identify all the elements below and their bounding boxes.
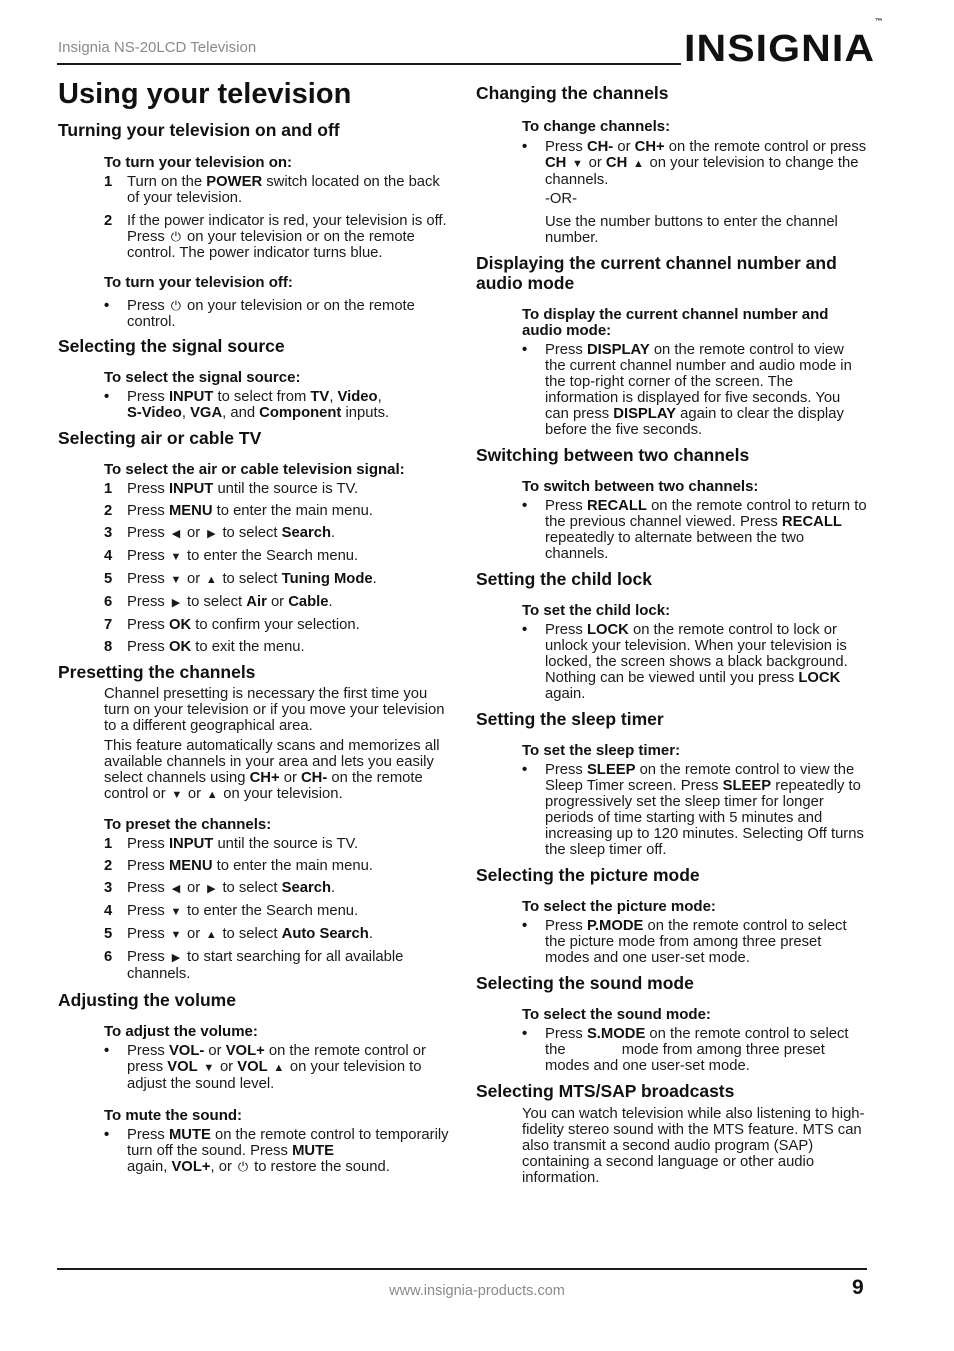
text-run: or [584,155,606,171]
text-run: on the remote control to view the Sleep Timer screen. Press [545,762,855,794]
down-arrow-icon: ▼ [170,929,182,941]
bullet-item [58,298,450,330]
key-label: VOL+ [225,1043,265,1059]
procedure-title: To select the air or cable television signal: [104,461,405,478]
text-run: to start searching for all available channels. [127,949,404,982]
text-run: , and [222,405,260,421]
text-run: 1 [104,836,113,852]
key-label: TV [310,389,330,405]
text-run: This feature automatically scans and memorizes all available channels in your area and lets you easily select channels using [104,738,440,786]
display-section [476,253,868,438]
key-label: VOL- [168,1043,205,1059]
key-label: Auto Search [281,926,369,942]
step-number: 1 [104,174,113,190]
text-run: 4 [104,903,113,919]
text-run: on the remote control or press [127,1043,426,1075]
text-run: on the remote control to lock or unlock your television. When your television is locked, the screen shows a black background. Nothing can be viewed until you press [545,622,848,686]
procedure-title: To preset the channels: [104,816,272,833]
text-run: or [182,926,205,942]
text-run: 4 [104,548,113,564]
header-rule [57,63,681,65]
text-run: or [215,1059,238,1075]
procedure-title: To turn your television off: [104,274,293,291]
key-label: CH [605,155,628,171]
procedure-title: To change channels: [522,118,671,135]
procedure-title: To set the sleep timer: [522,742,681,759]
step-item [58,525,450,542]
text-run: on the remote control to select the picture mode from among three preset modes and one user-set mode. [545,918,847,966]
text-run: mode from among three preset modes and one user-set mode. [545,1042,825,1074]
procedure-title: To select the sound mode: [522,1006,711,1023]
text-run: Press [127,836,169,852]
power-section [58,120,450,330]
text-run: on the remote control or press [664,139,867,155]
key-label: VOL+ [171,1159,211,1175]
left-column [58,120,450,1175]
text-run: Press [545,918,587,934]
text-run: • [104,1043,110,1059]
section-heading: Selecting the picture mode [476,865,700,885]
up-arrow-icon: ▲ [205,574,217,586]
down-arrow-icon: ▼ [170,574,182,586]
key-label: RECALL [781,514,842,530]
page-number: 9 [852,1276,864,1299]
bullet-item [58,1043,450,1092]
text-run: Press [127,525,169,541]
step-item [58,213,450,261]
text-run: Press [545,762,587,778]
text-run: or [204,1043,226,1059]
procedure-title: To display the current channel number and audio mode: [522,306,829,339]
key-label: RECALL [586,498,647,514]
procedure-title: To set the child lock: [522,602,671,619]
text-run: to select from [213,389,311,405]
power-icon: ⏻ [170,298,182,313]
section-heading: Turning your television on and off [58,120,340,140]
text-run: on the remote control to temporarily turn off the sound. Press [127,1127,449,1159]
text-run: • [522,498,528,514]
step-item [58,174,450,206]
text-run: , [377,389,382,405]
key-label: Cable [288,594,329,610]
step-item [58,571,450,588]
procedure-title: To select the picture mode: [522,898,716,915]
step-item [58,617,450,633]
step-item [58,503,450,519]
text-run: on your television or on the remote control. [127,298,415,330]
text-run: or [613,139,635,155]
text-run: Press [545,139,587,155]
key-label: DISPLAY [586,342,650,358]
sound-section [476,973,868,1074]
text-run: Press [127,594,169,610]
text-run: or [182,880,205,896]
section-heading: Presetting the channels [58,662,256,682]
key-label: S-Video [127,405,182,421]
key-label: DISPLAY [613,406,677,422]
left-arrow-icon: ◀ [171,883,181,895]
key-label: INPUT [168,836,214,852]
text-run: or [279,770,301,786]
text-run: 3 [104,525,113,541]
key-label: MENU [168,858,213,874]
section-heading: Selecting the sound mode [476,973,694,993]
bullet-item [476,1026,868,1074]
text-run: on your television to change the channels. [545,155,859,188]
body-paragraph [104,738,450,803]
aircable-section [58,428,450,655]
key-label: SLEEP [586,762,636,778]
switching-section [476,445,868,562]
text-run: to restore the sound. [250,1159,390,1175]
text-run: 5 [104,926,113,942]
up-arrow-icon: ▲ [205,929,217,941]
text-run: , [181,405,191,421]
key-label: Air [246,594,267,610]
text-run: or [182,525,205,541]
key-label: CH+ [249,770,280,786]
text-run: Press [545,622,587,638]
step-item [58,949,450,982]
text-run: • [104,1127,110,1143]
key-label: Search [281,525,332,541]
section-heading: Adjusting the volume [58,990,236,1010]
text-run: Press [545,1026,587,1042]
section-heading: Setting the child lock [476,569,652,589]
or-separator: -OR- [545,191,578,207]
text-run: If the power indicator is red, your television is off. Press [127,213,447,245]
key-label: CH [545,155,567,171]
key-label: MUTE [168,1127,211,1143]
footer-url: www.insignia-products.com [389,1283,565,1299]
key-label: CH- [301,770,328,786]
text-run: 2 [104,503,113,519]
right-column [476,83,868,1186]
text-run: . [331,880,336,896]
text-run: on the remote control or [104,770,423,802]
down-arrow-icon: ▼ [203,1062,215,1074]
text-run: Press [127,903,169,919]
text-run: Press [545,342,587,358]
text-run: 6 [104,949,113,965]
step-item [58,481,450,497]
text-run: 3 [104,880,113,896]
procedure-title: To adjust the volume: [104,1023,258,1040]
section-heading: Selecting air or cable TV [58,428,262,448]
text-run: • [522,762,528,778]
page-title: Using your television [58,78,352,110]
text-run: again, [127,1159,172,1175]
key-label: VGA [190,405,223,421]
text-run: to enter the Search menu. [182,548,359,564]
key-label: S.MODE [586,1026,646,1042]
section-heading: Changing the channels [476,83,669,103]
key-label: P.MODE [586,918,644,934]
key-label: VOL [237,1059,268,1075]
text-run: to select [218,571,282,587]
text-run: to enter the main menu. [212,503,373,519]
text-run: to confirm your selection. [191,617,360,633]
procedure-title: To switch between two channels: [522,478,759,495]
bullet-item [476,762,868,858]
section-heading: Displaying the current channel number and audio mode [476,253,837,293]
text-run: Press [127,1127,169,1143]
procedure-title: To mute the sound: [104,1107,243,1124]
text-run: Press [127,298,169,314]
text-run: to select [182,594,247,610]
procedure-title: To select the signal source: [104,369,301,386]
text-run: Press [127,639,169,655]
text-run: 1 [104,481,113,497]
text-run: 5 [104,571,113,587]
bullet-item [58,1127,450,1175]
bullet-item [476,622,868,702]
down-arrow-icon: ▼ [572,158,583,170]
text-run: until the source is TV. [213,836,359,852]
text-run: on the remote control to select the [545,1026,849,1058]
text-run: , or [210,1159,236,1175]
step-item [58,594,450,611]
text-run: 8 [104,639,113,655]
text-run: to select [218,880,282,896]
bullet: • [104,389,110,405]
text-run: 7 [104,617,113,633]
key-label: CH- [586,139,614,155]
power-icon: ⏻ [237,1159,249,1174]
text-run: . [331,525,336,541]
text-run: on the remote control to return to the previous channel viewed. Press [545,498,867,530]
text-run: • [522,139,528,155]
text-run: on the remote control to view the current channel number and audio mode in the top-right corner of the screen. The information is displayed for five seconds. You can press [545,342,852,422]
text-run: • [522,1026,528,1042]
step-item [58,836,450,852]
text-run: on your television to adjust the sound level. [127,1059,422,1092]
text-run: to enter the Search menu. [182,903,359,919]
key-label: MUTE [292,1143,334,1159]
text-run: Press [127,548,169,564]
down-arrow-icon: ▼ [171,789,183,801]
section-heading: Selecting MTS/SAP broadcasts [476,1081,735,1101]
key-label: Search [281,880,332,896]
text-run: or [182,571,205,587]
preset-section [58,662,450,982]
text-run: • [522,622,528,638]
procedure-title: To turn your television on: [104,154,293,171]
text-run: switch located on the back of your television. [127,174,440,206]
right-arrow-icon: ▶ [207,883,216,895]
text-run: . [328,594,333,610]
down-arrow-icon: ▼ [170,906,182,918]
text-run: repeatedly to progressively set the sleep timer for longer periods of time starting with 5 minutes and increasing up to 120 minutes. Selecting Off turns the sleep timer off. [545,778,864,858]
key-label: POWER [206,174,263,190]
text-run: . [372,571,377,587]
left-arrow-icon: ◀ [171,528,181,540]
logo-trademark: ™ [875,18,884,26]
footer-rule [57,1268,867,1270]
key-label: INPUT [168,481,214,497]
right-arrow-icon: ▶ [207,528,216,540]
text-run: again to clear the display before the five seconds. [545,406,844,438]
right-arrow-icon: ▶ [171,952,181,964]
bullet-item [476,918,868,966]
text-run: • [522,342,528,358]
text-run: Press [127,481,169,497]
text-run: to exit the menu. [191,639,305,655]
text-run: 6 [104,594,113,610]
key-label: SLEEP [722,778,772,794]
bullet-item [476,342,868,438]
text-run: Press [127,1043,169,1059]
key-label: Video [337,389,378,405]
bullet-item [476,139,868,188]
key-label: LOCK [798,670,841,686]
logo-text: INSIGNIA [684,28,876,70]
text-run: • [522,918,528,934]
text-run: inputs. [341,405,390,421]
step-item [58,639,450,655]
text-run: . [368,926,373,942]
text-run: to select [218,926,282,942]
key-label: Component [259,405,342,421]
text-run: or [183,786,206,802]
key-label: VOL [167,1059,198,1075]
text-run: Press [127,389,169,405]
text-run: Turn on the [127,174,207,190]
key-label: LOCK [586,622,629,638]
text-run: 2 [104,858,113,874]
power-icon: ⏻ [170,229,182,244]
bullet-item [476,498,868,562]
sleep-section [476,709,868,858]
text-run: on your television or on the remote control. The power indicator turns blue. [127,229,415,261]
doc-header-title: Insignia NS-20LCD Television [58,39,257,56]
brand-logo [684,18,884,71]
key-label: Tuning Mode [281,571,373,587]
text-run: Press [127,571,169,587]
key-label: CH+ [634,139,665,155]
text-run: Press [127,858,169,874]
text-run: repeatedly to alternate between the two channels. [545,530,805,562]
up-arrow-icon: ▲ [206,789,218,801]
step-item [58,903,450,920]
section-heading: Setting the sleep timer [476,709,664,729]
volume-section [58,990,450,1175]
step-item [58,926,450,943]
text-run: or [266,594,289,610]
bullet: • [104,298,110,314]
text-run: to select [218,525,282,541]
section-heading: Switching between two channels [476,445,750,465]
text-run: until the source is TV. [213,481,359,497]
text-run: Press [127,503,169,519]
changing-section [476,83,868,246]
mts-section [476,1081,868,1186]
signal-section [58,336,450,421]
step-number: 2 [104,213,113,229]
key-label: OK [168,639,192,655]
key-label: OK [168,617,192,633]
right-arrow-icon: ▶ [171,597,181,609]
bullet-item [58,389,450,421]
text-run: Press [127,617,169,633]
down-arrow-icon: ▼ [170,551,182,563]
body-paragraph: Use the number buttons to enter the channel number. [545,214,838,246]
text-run: Press [127,926,169,942]
up-arrow-icon: ▲ [273,1062,285,1074]
section-heading: Selecting the signal source [58,336,285,356]
body-paragraph: Channel presetting is necessary the first time you turn on your television or if you move your television to a different geographical area. [104,686,445,734]
text-run: again. [545,686,586,702]
key-label: INPUT [168,389,214,405]
body-paragraph: You can watch television while also listening to high-fidelity stereo sound with the MTS feature. MTS can also transmit a second audio program (SAP) containing a second language or other audio information. [522,1106,865,1186]
text-run: to enter the main menu. [212,858,373,874]
text-run: Press [127,880,169,896]
step-item [58,880,450,897]
step-item [58,858,450,874]
step-item [58,548,450,565]
text-run: Press [545,498,587,514]
childlock-section [476,569,868,702]
up-arrow-icon: ▲ [632,158,644,170]
text-run: on your television. [219,786,343,802]
key-label: MENU [168,503,213,519]
picture-section [476,865,868,966]
text-run: , [329,389,338,405]
text-run: Press [127,949,169,965]
